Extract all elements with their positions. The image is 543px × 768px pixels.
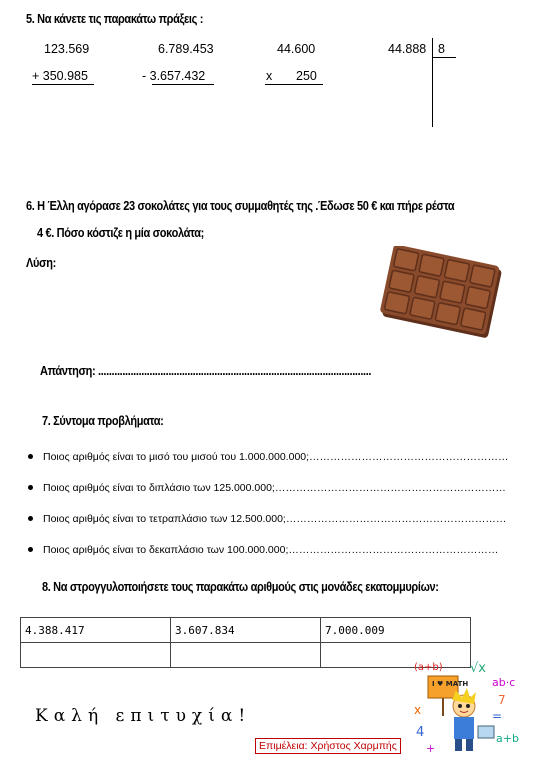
chocolate-bar-image <box>380 246 505 346</box>
division-dividend: 44.888 <box>388 42 427 56</box>
svg-text:4: 4 <box>416 725 425 740</box>
division-vertical-line <box>432 38 433 127</box>
answer-cell <box>171 643 321 668</box>
op2-underline <box>152 84 214 85</box>
list-item: Ποιος αριθμός είναι το δεκαπλάσιο των 100.000.000;…………………………………………………… <box>28 544 498 556</box>
answer-line: Απάντηση: ..................................................................................................... <box>40 364 372 378</box>
solution-label: Λύση: <box>26 256 56 270</box>
svg-text:+: + <box>426 742 436 755</box>
svg-text:(a+b): (a+b) <box>414 662 443 673</box>
bullet-icon <box>28 516 33 521</box>
bullet-icon <box>28 547 33 552</box>
svg-text:√x: √x <box>470 661 486 676</box>
svg-text:ab·c: ab·c <box>492 676 516 689</box>
division-horizontal-line <box>432 57 456 58</box>
section8-title: 8. Να στρογγυλοποιήσετε τους παρακάτω αριθμούς στις μονάδες εκατομμυρίων: <box>42 580 439 594</box>
answer-cell <box>21 643 171 668</box>
table-cell: 3.607.834 <box>171 618 321 643</box>
svg-text:x: x <box>414 703 422 717</box>
svg-text:7: 7 <box>498 693 506 707</box>
table-row <box>21 618 471 643</box>
table-row <box>21 643 471 668</box>
op3-underline <box>265 84 323 85</box>
table-cell: 4.388.417 <box>21 618 171 643</box>
good-luck-text: Καλή επιτυχία! <box>35 706 252 726</box>
list-item: Ποιος αριθμός είναι το διπλάσιο των 125.000.000;………………………………………………………… <box>28 482 506 494</box>
bullet-icon <box>28 454 33 459</box>
op3-operator: x <box>266 69 273 83</box>
op1-underline <box>32 84 94 85</box>
list-item: Ποιος αριθμός είναι το μισό του μισού του 1.000.000.000;………………………………………………… <box>28 451 509 463</box>
section7-title: 7. Σύντομα προβλήματα: <box>42 414 164 428</box>
division-divisor: 8 <box>438 42 445 56</box>
author-credit: Επιμέλεια: Χρήστος Χαρμπής <box>255 738 401 754</box>
clipart-sign-text: I ♥ MATH <box>432 680 469 688</box>
svg-text:=: = <box>492 709 503 723</box>
op3-top: 44.600 <box>277 42 316 56</box>
op1-bottom: + 350.985 <box>32 69 88 83</box>
svg-text:a+b: a+b <box>496 732 519 745</box>
math-kid-clipart <box>412 656 522 761</box>
bullet-icon <box>28 485 33 490</box>
section6-line2: 4 €. Πόσο κόστιζε η μία σοκολάτα; <box>37 226 204 240</box>
section5-title: 5. Να κάνετε τις παρακάτω πράξεις : <box>26 12 204 26</box>
op1-top: 123.569 <box>44 42 90 56</box>
op2-top: 6.789.453 <box>158 42 214 56</box>
section6-line1: 6. Η Έλλη αγόρασε 23 σοκολάτες για τους συμμαθητές της .Έδωσε 50 € και πήρε ρέστα <box>26 199 455 213</box>
table-cell: 7.000.009 <box>321 618 471 643</box>
rounding-table <box>20 617 471 668</box>
list-item: Ποιος αριθμός είναι το τετραπλάσιο των 12.500.000;……………………………………………………… <box>28 513 506 525</box>
op3-bottom: 250 <box>296 69 317 83</box>
op2-bottom: - 3.657.432 <box>142 69 206 83</box>
